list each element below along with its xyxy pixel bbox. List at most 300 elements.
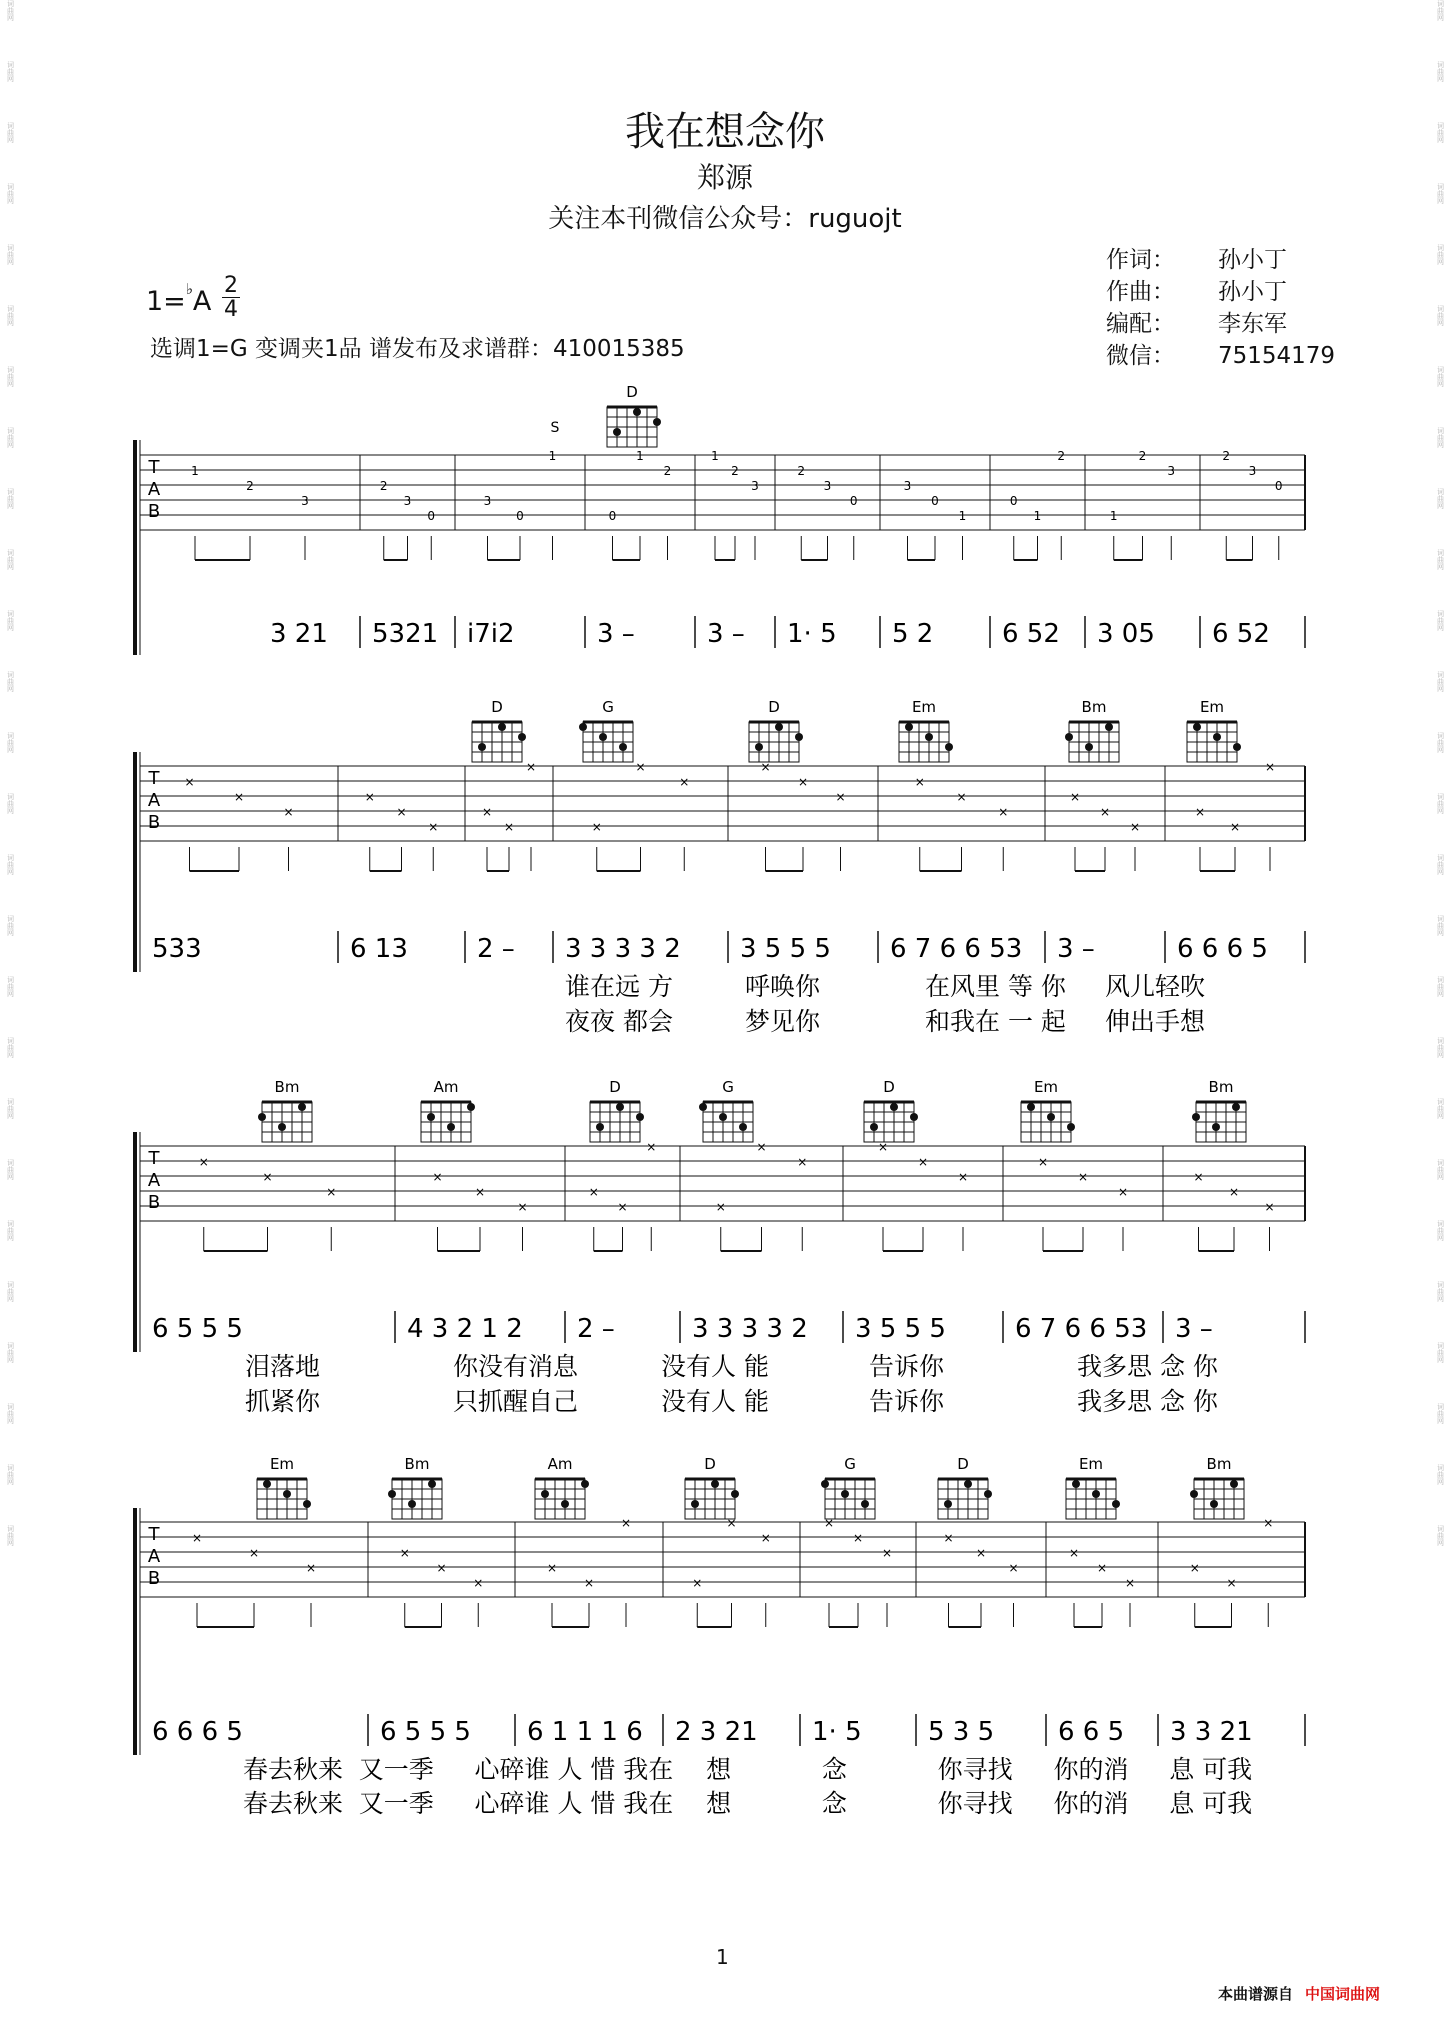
- tab-note: ×: [588, 1185, 599, 1199]
- watermark-text: 词曲网: [6, 1220, 15, 1241]
- tab-note: 0: [1274, 479, 1283, 493]
- lyric-line-1: 我多思 念 你: [1077, 1352, 1218, 1381]
- numbered-notation: 2 –: [577, 1314, 615, 1344]
- watermark-text: 词曲网: [6, 1403, 15, 1424]
- tab-note: ×: [198, 1155, 209, 1169]
- numbered-notation: 3 –: [1175, 1314, 1213, 1344]
- numbered-notation: 2 –: [477, 934, 515, 964]
- tab-note: 2: [797, 464, 806, 478]
- tab-clef-letter: A: [147, 1170, 161, 1191]
- chord-dot: [561, 1500, 569, 1508]
- chord-dot: [1190, 1490, 1198, 1498]
- chord-dot: [518, 733, 526, 741]
- watermark-text: 词曲网: [1436, 305, 1445, 326]
- tab-note: ×: [591, 820, 602, 834]
- tab-clef-letter: A: [147, 479, 161, 500]
- chord-name: Bm: [1081, 698, 1107, 716]
- tab-note: ×: [184, 775, 195, 789]
- chord-dot: [613, 428, 621, 436]
- numbered-notation: 3 3 21: [1170, 1717, 1253, 1747]
- lyric-line-2: 告诉你: [869, 1387, 945, 1416]
- chord-diagram-d: [607, 383, 661, 447]
- chord-dot: [890, 1103, 898, 1111]
- chord-diagram-bm: [258, 1078, 312, 1142]
- chord-diagram-em: [1187, 698, 1241, 762]
- lyric-line-2: 惜 我在: [590, 1789, 674, 1818]
- chord-dot: [1092, 1490, 1100, 1498]
- tab-note: 3: [903, 479, 912, 493]
- tab-note: ×: [283, 805, 294, 819]
- tab-note: 1: [1109, 509, 1118, 523]
- tab-clef-letter: T: [148, 1148, 160, 1169]
- numbered-notation: 6 7 6 6 53: [890, 934, 1023, 964]
- watermark-text: 词曲网: [6, 1037, 15, 1058]
- lyric-line-2: 你寻找: [937, 1789, 1013, 1818]
- tab-note: ×: [917, 1155, 929, 1169]
- watermark-text: 词曲网: [1436, 793, 1445, 814]
- chord-dot: [1047, 1113, 1055, 1121]
- lyric-line-2: 又一季: [358, 1789, 434, 1818]
- chord-dot: [1193, 723, 1201, 731]
- wechat-notice: 关注本刊微信公众号：ruguojt: [548, 204, 902, 234]
- tab-note: ×: [546, 1561, 558, 1575]
- chord-diagram-em: [1021, 1078, 1075, 1142]
- chord-name: Bm: [1208, 1078, 1234, 1096]
- tab-note: ×: [1189, 1561, 1200, 1575]
- chord-dot: [821, 1480, 829, 1488]
- lyric-line-1: 想: [706, 1755, 732, 1784]
- credit-arranger: 编配： 李东军: [1106, 311, 1287, 337]
- chord-diagram-bm: [1192, 1078, 1246, 1142]
- watermark-text: 词曲网: [6, 915, 15, 936]
- chord-dot: [478, 743, 486, 751]
- credit-wechat: 微信： 75154179: [1106, 343, 1336, 369]
- chord-dot: [944, 1500, 952, 1508]
- tab-note: ×: [1264, 760, 1276, 774]
- chord-dot: [1112, 1500, 1120, 1508]
- chord-dot: [616, 1103, 624, 1111]
- watermark-text: 词曲网: [1436, 1037, 1445, 1058]
- chord-dot: [755, 743, 763, 751]
- watermark-text: 词曲网: [6, 976, 15, 997]
- chord-dot: [841, 1490, 849, 1498]
- tab-note: ×: [975, 1546, 987, 1560]
- lyric-line-1: 在风里 等 你: [925, 972, 1066, 1001]
- tab-clef-letter: A: [147, 790, 161, 811]
- tab-note: ×: [432, 1170, 443, 1184]
- tab-note: 3: [483, 494, 492, 508]
- numbered-notation: 4 3 2 1 2: [407, 1314, 523, 1344]
- watermark-text: 词曲网: [6, 732, 15, 753]
- lyric-line-1: 告诉你: [869, 1352, 945, 1381]
- lyric-line-1: 没有人 能: [661, 1352, 769, 1381]
- numbered-notation: 3 05: [1097, 619, 1155, 649]
- chord-dot: [731, 1490, 739, 1498]
- tab-note: 3: [1167, 464, 1176, 478]
- tab-note: ×: [305, 1561, 317, 1575]
- tab-note: ×: [823, 1516, 835, 1530]
- tab-note: ×: [1037, 1155, 1049, 1169]
- lyric-line-1: 息 可我: [1169, 1755, 1253, 1784]
- tab-note: ×: [797, 775, 809, 789]
- chord-diagram-bm: [1065, 698, 1119, 762]
- lyric-line-2: 想: [706, 1789, 732, 1818]
- tab-note: ×: [852, 1531, 864, 1545]
- tab-note: ×: [1228, 1185, 1240, 1199]
- chord-dot: [910, 1113, 918, 1121]
- chord-dot: [1192, 1113, 1200, 1121]
- lyric-line-1: 你寻找: [937, 1755, 1013, 1784]
- chord-dot: [298, 1103, 306, 1111]
- watermark-text: 词曲网: [6, 1525, 15, 1546]
- tab-note: ×: [364, 790, 375, 804]
- watermark-text: 词曲网: [1436, 488, 1445, 509]
- page-number: 1: [716, 1945, 729, 1969]
- chord-name: Em: [1033, 1078, 1059, 1096]
- numbered-notation: 3 5 5 5: [740, 934, 831, 964]
- watermark-text: 词曲网: [6, 1342, 15, 1363]
- tab-note: 3: [301, 494, 309, 508]
- key-signature: 1=♭A: [146, 280, 212, 317]
- watermark-text: 词曲网: [6, 1098, 15, 1119]
- credit-lyricist: 作词： 孙小丁: [1106, 247, 1287, 273]
- chord-name: Em: [1199, 698, 1225, 716]
- tab-note: ×: [1193, 1170, 1204, 1184]
- numbered-notation: 3 3 3 3 2: [565, 934, 681, 964]
- tab-note: ×: [191, 1531, 203, 1545]
- lyric-line-1: 你没有消息: [453, 1352, 579, 1381]
- watermark-text: 词曲网: [1436, 1464, 1445, 1485]
- chord-dot: [1085, 743, 1093, 751]
- tab-note: ×: [436, 1561, 447, 1575]
- tab-note: 2: [663, 464, 672, 478]
- watermark-text: 词曲网: [1436, 854, 1445, 875]
- lyric-line-1: 念: [821, 1755, 847, 1784]
- chord-dot: [870, 1123, 878, 1131]
- tab-note: ×: [635, 760, 646, 774]
- numbered-notation: 3 21: [270, 619, 328, 649]
- tab-note: ×: [760, 760, 771, 774]
- numbered-notation: i7i2: [467, 619, 515, 649]
- tab-clef-letter: A: [147, 1546, 161, 1567]
- chord-dot: [964, 1480, 972, 1488]
- tab-note: ×: [233, 790, 245, 804]
- tab-clef-letter: B: [147, 1192, 161, 1213]
- watermark-text: 词曲网: [6, 854, 15, 875]
- chord-dot: [1230, 1480, 1238, 1488]
- chord-diagram-em: [257, 1455, 311, 1519]
- chord-dot: [1027, 1103, 1035, 1111]
- capo-info: 选调1=G 变调夹1品 谱发布及求谱群：410015385: [150, 336, 685, 362]
- numbered-notation: 6 13: [350, 934, 408, 964]
- chord-name: D: [768, 698, 780, 716]
- watermark-text: 词曲网: [1436, 1220, 1445, 1241]
- chord-diagram-g: [821, 1455, 875, 1519]
- lyric-line-2: 我多思 念 你: [1077, 1387, 1218, 1416]
- tab-note: ×: [760, 1531, 771, 1545]
- chord-name: Am: [433, 1078, 459, 1096]
- chord-dot: [388, 1490, 396, 1498]
- tab-note: ×: [503, 820, 515, 834]
- chord-dot: [711, 1480, 719, 1488]
- tab-note: 2: [1057, 449, 1066, 463]
- chord-dot: [719, 1113, 727, 1121]
- tab-note: 1: [191, 464, 199, 478]
- chord-dot: [905, 723, 913, 731]
- numbered-notation: 6 6 6 5: [1177, 934, 1268, 964]
- watermark-text: 词曲网: [6, 1159, 15, 1180]
- numbered-notation: 5 3 5: [928, 1717, 995, 1747]
- watermark-text: 词曲网: [1436, 549, 1445, 570]
- chord-dot: [258, 1113, 266, 1121]
- tab-note: ×: [473, 1576, 484, 1590]
- watermark-text: 词曲网: [1436, 915, 1445, 936]
- lyric-line-1: 心碎谁 人: [474, 1755, 583, 1784]
- watermark-text: 词曲网: [1436, 1281, 1445, 1302]
- lyric-line-2: 念: [821, 1789, 847, 1818]
- numbered-notation: 6 52: [1212, 619, 1270, 649]
- numbered-notation: 6 7 6 6 53: [1015, 1314, 1148, 1344]
- chord-dot: [447, 1123, 455, 1131]
- tab-clef-letter: B: [147, 812, 161, 833]
- watermark-text: 词曲网: [1436, 427, 1445, 448]
- tab-note: ×: [1229, 820, 1241, 834]
- chord-diagram-d: [749, 698, 803, 762]
- chord-dot: [541, 1490, 549, 1498]
- chord-dot: [1233, 743, 1241, 751]
- tab-note: ×: [517, 1200, 528, 1214]
- chord-name: D: [883, 1078, 895, 1096]
- tab-note: ×: [326, 1185, 337, 1199]
- chord-name: Am: [547, 1455, 573, 1473]
- watermark-text: 词曲网: [6, 244, 15, 265]
- watermark-text: 词曲网: [1436, 976, 1445, 997]
- lyric-line-2: 没有人 能: [661, 1387, 769, 1416]
- chord-name: G: [722, 1078, 734, 1096]
- watermark-text: 词曲网: [6, 183, 15, 204]
- watermark-text: 词曲网: [1436, 1159, 1445, 1180]
- tab-note: ×: [474, 1185, 486, 1199]
- chord-name: Em: [269, 1455, 295, 1473]
- chord-diagram-bm: [1190, 1455, 1244, 1519]
- lyric-line-2: 春去秋来: [243, 1789, 344, 1818]
- lyric-line-2: 心碎谁 人: [474, 1789, 583, 1818]
- tab-note: 0: [427, 509, 436, 523]
- chord-name: D: [957, 1455, 969, 1473]
- tab-note: ×: [1264, 1200, 1275, 1214]
- chord-dot: [427, 1113, 435, 1121]
- chord-diagram-d: [864, 1078, 918, 1142]
- watermark-text: 词曲网: [6, 366, 15, 387]
- tab-note: ×: [428, 820, 439, 834]
- numbered-notation: 3 –: [597, 619, 635, 649]
- tab-note: 0: [1009, 494, 1018, 508]
- tab-note: 2: [1138, 449, 1147, 463]
- tab-clef-letter: T: [148, 768, 160, 789]
- tab-note: ×: [1077, 1170, 1089, 1184]
- chord-dot: [1072, 1480, 1080, 1488]
- chord-dot: [633, 408, 641, 416]
- chord-diagram-am: [421, 1078, 475, 1142]
- numbered-notation: 533: [152, 934, 202, 964]
- watermark-text: 词曲网: [6, 1281, 15, 1302]
- watermark-text: 词曲网: [1436, 1403, 1445, 1424]
- watermark-text: 词曲网: [6, 1464, 15, 1485]
- tab-note: 0: [931, 494, 939, 508]
- chord-dot: [1210, 1500, 1218, 1508]
- tab-note: 1: [958, 509, 967, 523]
- watermark-text: 词曲网: [1436, 1098, 1445, 1119]
- tab-clef-letter: T: [148, 1524, 160, 1545]
- chord-name: D: [491, 698, 503, 716]
- tab-note: ×: [248, 1546, 260, 1560]
- chord-name: Em: [911, 698, 937, 716]
- tab-note: ×: [1124, 1576, 1136, 1590]
- chord-dot: [408, 1500, 416, 1508]
- watermark-text: 词曲网: [1436, 1342, 1445, 1363]
- tab-note: ×: [998, 805, 1009, 819]
- watermark-text: 词曲网: [6, 671, 15, 692]
- chord-name: G: [844, 1455, 856, 1473]
- tab-note: ×: [646, 1140, 657, 1154]
- tab-note: ×: [1226, 1576, 1237, 1590]
- chord-dot: [653, 418, 661, 426]
- source-credit: 本曲谱源自 中国词曲网: [1218, 1985, 1381, 2003]
- chord-dot: [691, 1500, 699, 1508]
- chord-diagram-em: [1066, 1455, 1120, 1519]
- segno-mark: S: [550, 420, 560, 436]
- lyric-line-1: 呼唤你: [745, 972, 821, 1001]
- chord-diagram-d: [472, 698, 526, 762]
- tab-note: ×: [881, 1546, 893, 1560]
- tab-note: 0: [608, 509, 617, 523]
- chord-name: Bm: [274, 1078, 300, 1096]
- numbered-notation: 3 3 3 3 2: [692, 1314, 808, 1344]
- tab-note: 3: [403, 494, 412, 508]
- tab-note: ×: [396, 805, 407, 819]
- lyric-line-1: 风儿轻吹: [1105, 972, 1206, 1001]
- chord-name: Bm: [404, 1455, 430, 1473]
- lyric-line-2: 息 可我: [1169, 1789, 1253, 1818]
- chord-diagram-d: [685, 1455, 739, 1519]
- numbered-notation: 6 52: [1002, 619, 1060, 649]
- tab-note: ×: [726, 1516, 737, 1530]
- lyric-line-2: 梦见你: [745, 1007, 821, 1036]
- tab-note: ×: [957, 1170, 969, 1184]
- numbered-notation: 6 6 6 5: [152, 1717, 243, 1747]
- tab-note: 2: [1222, 449, 1231, 463]
- tab-note: ×: [1069, 790, 1081, 804]
- credit-composer: 作曲： 孙小丁: [1106, 279, 1287, 305]
- lyric-line-2: 抓紧你: [245, 1387, 321, 1416]
- lyric-line-1: 又一季: [358, 1755, 434, 1784]
- lyric-line-1: 春去秋来: [243, 1755, 344, 1784]
- tab-note: ×: [797, 1155, 808, 1169]
- artist-name: 郑源: [696, 161, 753, 194]
- tab-note: ×: [715, 1200, 726, 1214]
- lyric-line-1: 谁在远 方: [565, 972, 673, 1001]
- tab-note: ×: [692, 1576, 703, 1590]
- watermark-text: 词曲网: [6, 549, 15, 570]
- chord-dot: [795, 733, 803, 741]
- chord-dot: [1232, 1103, 1240, 1111]
- tab-note: ×: [481, 805, 493, 819]
- numbered-notation: 6 6 5: [1058, 1717, 1125, 1747]
- chord-dot: [1065, 733, 1073, 741]
- chord-dot: [984, 1490, 992, 1498]
- chord-dot: [579, 723, 587, 731]
- chord-dot: [467, 1103, 475, 1111]
- tab-note: 3: [751, 479, 759, 493]
- chord-dot: [636, 1113, 644, 1121]
- numbered-notation: 3 –: [1057, 934, 1095, 964]
- chord-diagram-d: [590, 1078, 644, 1142]
- tab-note: ×: [1068, 1546, 1080, 1560]
- numbered-notation: 6 1 1 1 6: [527, 1717, 643, 1747]
- numbered-notation: 3 –: [707, 619, 745, 649]
- tab-note: 1: [548, 449, 557, 463]
- tab-note: 1: [1033, 509, 1042, 523]
- chord-diagram-g: [699, 1078, 753, 1142]
- chord-dot: [861, 1500, 869, 1508]
- chord-dot: [596, 1123, 604, 1131]
- chord-dot: [1067, 1123, 1075, 1131]
- numbered-notation: 2 3 21: [675, 1717, 758, 1747]
- chord-dot: [1105, 723, 1113, 731]
- tab-note: ×: [1096, 1561, 1108, 1575]
- tab-note: 2: [246, 479, 254, 493]
- lyric-line-2: 你的消: [1053, 1789, 1129, 1818]
- tab-note: ×: [1099, 805, 1111, 819]
- chord-name: D: [704, 1455, 716, 1473]
- time-signature: 2 4: [224, 273, 238, 322]
- tab-note: ×: [943, 1531, 954, 1545]
- chord-dot: [775, 723, 783, 731]
- watermark-text: 词曲网: [1436, 732, 1445, 753]
- chord-dot: [599, 733, 607, 741]
- watermark-text: 词曲网: [1436, 122, 1445, 143]
- chord-dot: [498, 723, 506, 731]
- numbered-notation: 3 5 5 5: [855, 1314, 946, 1344]
- chord-dot: [303, 1500, 311, 1508]
- tab-note: ×: [1263, 1516, 1274, 1530]
- lyric-line-1: 惜 我在: [590, 1755, 674, 1784]
- chord-name: D: [626, 383, 638, 401]
- lyric-line-2: 伸出手想: [1105, 1007, 1206, 1036]
- tab-note: 2: [379, 479, 388, 493]
- chord-dot: [619, 743, 627, 751]
- lyric-line-1: 你的消: [1053, 1755, 1129, 1784]
- chord-diagram-bm: [388, 1455, 442, 1519]
- chord-name: Em: [1078, 1455, 1104, 1473]
- watermark-text: 词曲网: [1436, 61, 1445, 82]
- tab-note: ×: [835, 790, 846, 804]
- chord-diagram-g: [579, 698, 633, 762]
- chord-diagram-am: [535, 1455, 589, 1519]
- tab-note: ×: [583, 1576, 595, 1590]
- tab-note: ×: [1194, 805, 1206, 819]
- tab-note: 2: [731, 464, 739, 478]
- watermark-text: 词曲网: [6, 610, 15, 631]
- tab-note: ×: [1129, 820, 1141, 834]
- tab-note: ×: [877, 1140, 889, 1154]
- tab-note: ×: [620, 1516, 632, 1530]
- tab-clef-letter: B: [147, 1568, 161, 1589]
- lyric-line-2: 只抓醒自己: [453, 1387, 579, 1416]
- lyric-line-2: 和我在 一 起: [925, 1007, 1066, 1036]
- tab-note: ×: [756, 1140, 767, 1154]
- tab-note: ×: [262, 1170, 273, 1184]
